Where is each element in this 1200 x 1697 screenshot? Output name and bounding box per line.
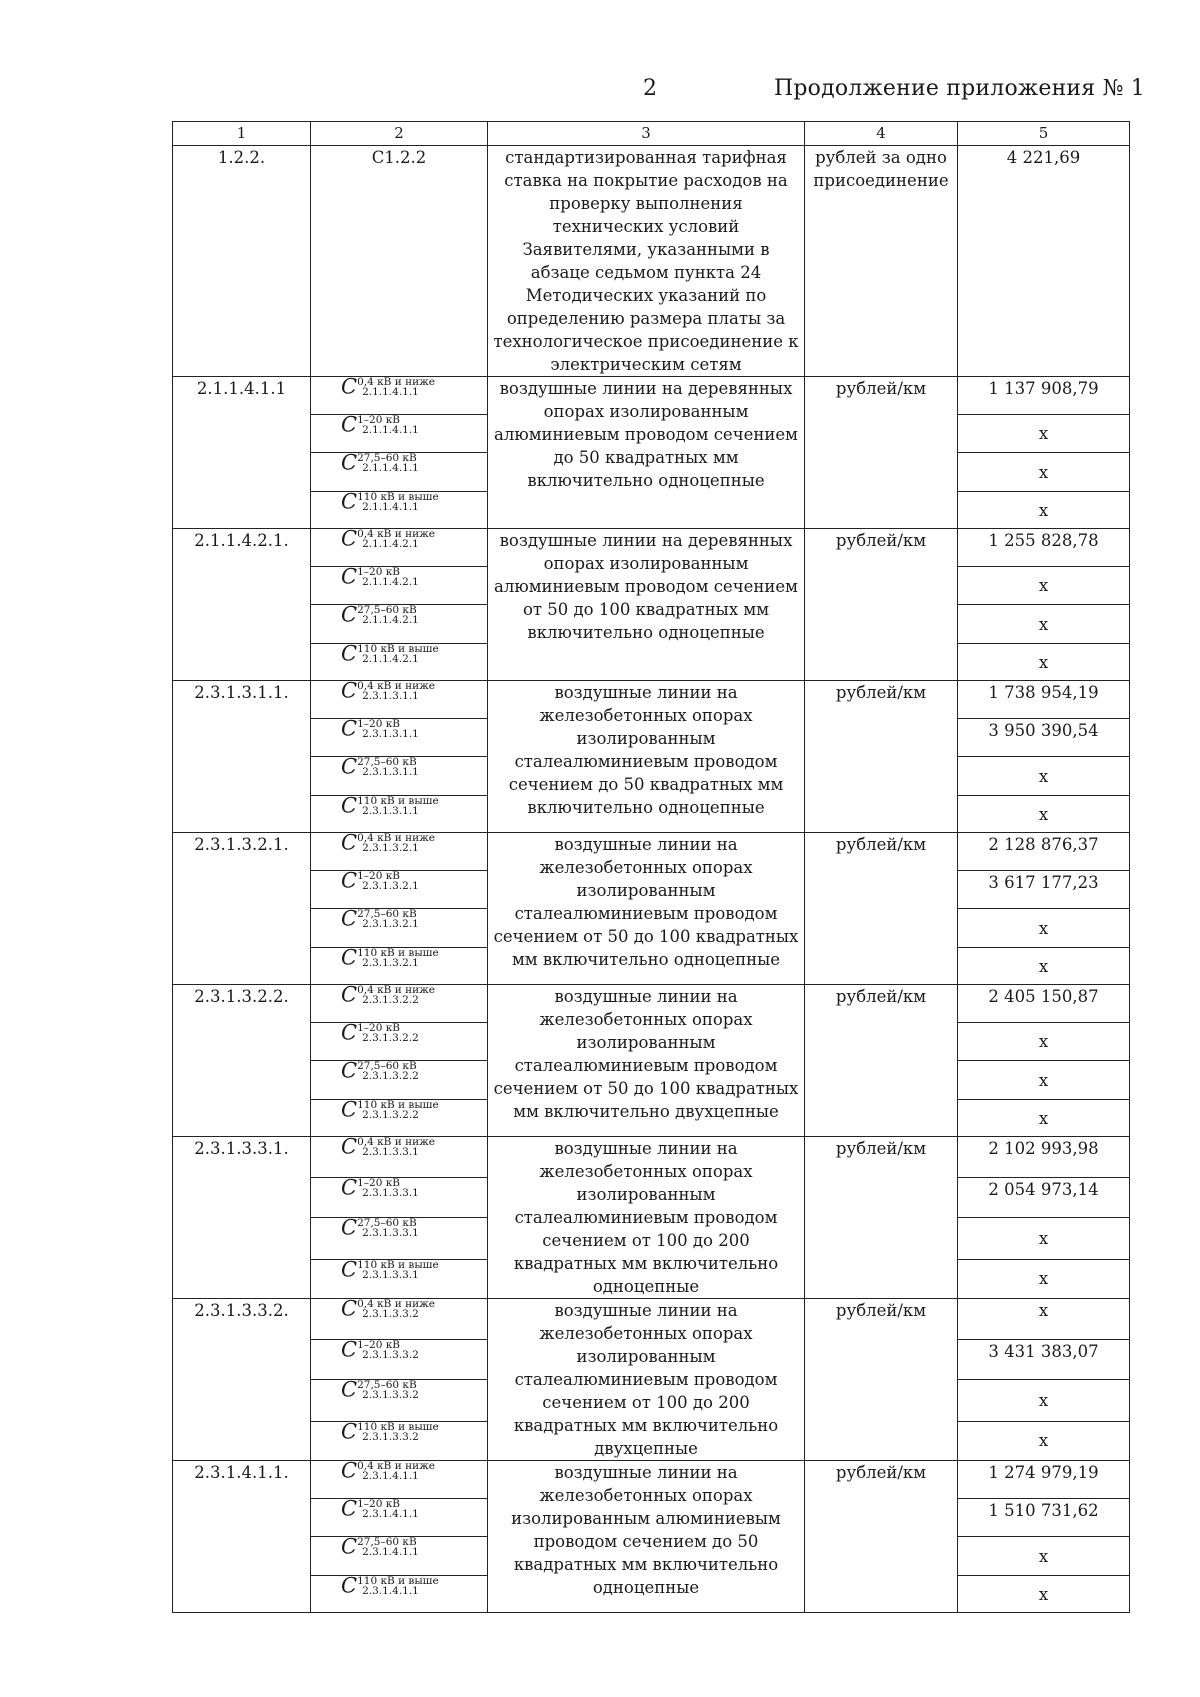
symbol-index: 2.1.1.4.2.1 [362,576,419,588]
row-description: воздушные линии на железобетонных опорах изолированным алюминиевым проводом сечением до 50 квадратных мм включительно одноцепные [488,1461,805,1613]
row-description: воздушные линии на железобетонных опорах изолированным сталеалюминиевым проводом сечением от 100 до 200 квадратных мм включительно одноцепные [488,1137,805,1299]
symbol-letter: C [341,412,358,437]
rate-symbol [311,868,488,909]
symbol-index: 2.3.1.3.3.2 [362,1348,419,1361]
row-description: воздушные линии на железобетонных опорах изолированным сталеалюминиевым проводом сечением от 100 до 200 квадратных мм включительно двухцепные [488,1299,805,1461]
symbol-index: 2.1.1.4.1.1 [362,462,419,474]
row-code: 2.3.1.3.3.1. [173,1137,311,1299]
row-value: x [958,1537,1130,1576]
row-unit: рублей/км [805,529,958,681]
rate-symbol [311,1377,488,1422]
row-value: x [958,644,1130,681]
rate-symbol [311,678,488,719]
column-number: 4 [805,122,958,146]
rate-symbol [311,450,488,492]
rate-symbol [311,641,488,681]
row-unit: рублей/км [805,1137,958,1299]
row-value: 1 137 908,79 [958,377,1130,415]
rate-symbol [311,1134,488,1178]
symbol-index: 2.1.1.4.2.1 [362,538,419,550]
symbol-letter: C [341,1419,358,1444]
symbol-index: 2.1.1.4.2.1 [362,653,419,665]
symbol-letter: C [341,526,358,551]
symbol-letter: C [341,830,358,855]
row-value: 4 221,69 [958,146,1130,377]
table-row [173,146,1130,377]
row-value: 3 431 383,07 [958,1339,1130,1380]
symbol-index: 2.3.1.3.3.2 [362,1308,419,1320]
symbol-letter: C [341,982,358,1007]
symbol-letter: C [341,1020,358,1045]
row-code: 2.3.1.3.2.2. [173,985,311,1137]
column-number: 2 [311,122,488,146]
symbol-letter: C [341,602,358,627]
voltage-level: 27,5–60 кВ [357,1217,417,1229]
column-number-row [173,122,1130,146]
row-code: 2.3.1.3.2.1. [173,833,311,985]
symbol-letter: C [341,906,358,931]
symbol-index: 2.3.1.3.3.1 [362,1227,419,1239]
row-value: x [958,415,1130,453]
row-value: 1 274 979,19 [958,1461,1130,1499]
voltage-level: 0,4 кВ и ниже [357,1298,435,1310]
symbol-index: 2.1.1.4.1.1 [362,501,419,513]
symbol-letter: C [341,1215,358,1240]
row-value: x [958,948,1130,985]
row-value: 3 617 177,23 [958,871,1130,909]
symbol-index: 2.3.1.3.2.2 [362,1109,419,1121]
row-code: 1.2.2. [173,146,311,377]
symbol-letter: C [341,868,358,893]
symbol-index: 2.3.1.3.1.1 [362,690,419,702]
row-value: x [958,757,1130,796]
row-value: 2 054 973,14 [958,1177,1130,1218]
symbol-index: 2.3.1.3.2.1 [362,880,419,892]
symbol-letter: C [341,1175,358,1199]
voltage-level: 1–20 кВ [357,566,400,578]
voltage-level: 0,4 кВ и ниже [357,376,435,388]
symbol-index: 2.1.1.4.2.1 [362,614,419,626]
rate-symbol [311,754,488,796]
table-row [173,1137,1130,1178]
table-row [173,985,1130,1023]
table-row [173,833,1130,871]
rate-symbol [311,602,488,644]
row-value: x [958,1299,1130,1340]
rate-symbol [311,1573,488,1613]
symbol-index: 2.1.1.4.1.1 [362,424,419,436]
rate-symbol [311,906,488,948]
row-code: 2.3.1.4.1.1. [173,1461,311,1613]
voltage-level: 27,5–60 кВ [357,1060,417,1072]
symbol-index: 2.3.1.4.1.1 [362,1585,419,1597]
voltage-level: 110 кВ и выше [357,1099,439,1111]
symbol-index: 2.3.1.4.1.1 [362,1470,419,1482]
row-value: 2 405 150,87 [958,985,1130,1023]
rate-symbol [311,412,488,453]
rate-symbol [311,716,488,757]
symbol-letter: C [341,641,358,666]
symbol-index: 2.1.1.4.1.1 [362,386,419,398]
symbol-letter: C [341,754,358,779]
voltage-level: 110 кВ и выше [357,795,439,807]
row-value: x [958,909,1130,948]
table-row [173,529,1130,567]
page-number: 2 [643,76,657,101]
symbol-letter: C [341,1573,358,1598]
voltage-level: 1–20 кВ [357,1498,400,1510]
rate-symbol: С1.2.2 [311,146,488,377]
row-description: воздушные линии на железобетонных опорах изолированным сталеалюминиевым проводом сечением от 50 до 100 квадратных мм включительно двухцепные [488,985,805,1137]
row-description: воздушные линии на деревянных опорах изолированным алюминиевым проводом сечением до 50 квадратных мм включительно одноцепные [488,377,805,529]
symbol-letter: C [341,1458,358,1483]
row-value: 2 128 876,37 [958,833,1130,871]
symbol-index: 2.3.1.3.2.2 [362,1032,419,1044]
voltage-level: 110 кВ и выше [357,1258,439,1271]
symbol-letter: C [341,716,358,741]
table-row [173,1461,1130,1499]
voltage-level: 0,4 кВ и ниже [357,680,435,692]
row-value: x [958,796,1130,833]
table-row [173,377,1130,415]
symbol-index: 2.3.1.3.1.1 [362,728,419,740]
symbol-letter: C [341,793,358,818]
voltage-level: 1–20 кВ [357,718,400,730]
symbol-letter: C [341,564,358,589]
row-code: 2.1.1.4.2.1. [173,529,311,681]
voltage-level: 27,5–60 кВ [357,756,417,768]
symbol-index: 2.3.1.3.2.1 [362,957,419,969]
row-unit: рублей/км [805,985,958,1137]
row-value: x [958,1421,1130,1460]
symbol-index: 2.3.1.4.1.1 [362,1546,419,1558]
voltage-level: 110 кВ и выше [357,1420,439,1433]
symbol-index: 2.3.1.3.3.2 [362,1389,419,1401]
column-number: 3 [488,122,805,146]
row-unit: рублей/км [805,833,958,985]
row-value: x [958,605,1130,644]
row-unit: рублей/км [805,377,958,529]
rate-symbol [311,1020,488,1061]
row-value: x [958,567,1130,605]
row-unit: рублей/км [805,681,958,833]
row-value: 1 510 731,62 [958,1499,1130,1537]
rate-symbol [311,1215,488,1260]
row-value: x [958,1218,1130,1260]
symbol-letter: C [341,1134,358,1159]
row-value: 3 950 390,54 [958,719,1130,757]
symbol-letter: C [341,374,358,399]
voltage-level: 27,5–60 кВ [357,908,417,920]
row-code: 2.3.1.3.1.1. [173,681,311,833]
symbol-letter: C [341,1058,358,1083]
voltage-level: 1–20 кВ [357,1022,400,1034]
symbol-letter: C [341,1337,358,1361]
rate-symbol [311,1097,488,1137]
symbol-index: 2.3.1.3.3.2 [362,1430,419,1443]
row-value: x [958,1061,1130,1100]
symbol-index: 2.3.1.3.2.1 [362,842,419,854]
voltage-level: 0,4 кВ и ниже [357,984,435,996]
symbol-letter: C [341,489,358,514]
voltage-level: 1–20 кВ [357,870,400,882]
symbol-letter: C [341,1534,358,1559]
symbol-letter: C [341,1097,358,1122]
voltage-level: 1–20 кВ [357,1338,400,1351]
rate-symbol [311,793,488,833]
rate-symbol [311,1458,488,1499]
symbol-index: 2.3.1.3.1.1 [362,805,419,817]
row-unit: рублей/км [805,1461,958,1613]
symbol-index: 2.3.1.3.3.1 [362,1146,419,1158]
symbol-index: 2.3.1.3.2.1 [362,918,419,930]
rate-symbol [311,374,488,415]
rate-symbol [311,1534,488,1576]
rate-symbol [311,1058,488,1100]
voltage-level: 0,4 кВ и ниже [357,832,435,844]
symbol-letter: C [341,1257,358,1282]
rate-symbol [311,1296,488,1340]
voltage-level: 27,5–60 кВ [357,604,417,616]
voltage-level: 110 кВ и выше [357,491,439,503]
row-code: 2.3.1.3.3.2. [173,1299,311,1461]
row-value: x [958,1259,1130,1298]
rate-symbol [311,1496,488,1537]
voltage-level: 1–20 кВ [357,1176,400,1189]
rate-symbol [311,1259,488,1298]
row-description: стандартизированная тарифная ставка на покрытие расходов на проверку выполнения технических условий Заявителями, указанными в абзаце седьмом пункта 24 Методических указаний по определению размера платы за технологическое присоединение к электрическим сетям [488,146,805,377]
rate-symbol [311,1177,488,1218]
row-value: x [958,492,1130,529]
voltage-level: 110 кВ и выше [357,947,439,959]
row-unit: рублей/км [805,1299,958,1461]
rate-symbol [311,945,488,985]
symbol-index: 2.3.1.4.1.1 [362,1508,419,1520]
symbol-letter: C [341,1496,358,1521]
table-row [173,1299,1130,1340]
symbol-letter: C [341,1377,358,1402]
symbol-index: 2.3.1.3.3.1 [362,1268,419,1281]
row-value: x [958,453,1130,492]
rate-symbol [311,564,488,605]
row-unit: рублей за одно присоединение [805,146,958,377]
row-value: x [958,1100,1130,1137]
row-value: x [958,1576,1130,1613]
rate-symbol [311,489,488,529]
rate-symbol [311,830,488,871]
symbol-index: 2.3.1.3.2.2 [362,994,419,1006]
row-description: воздушные линии на деревянных опорах изолированным алюминиевым проводом сечением от 50 до 100 квадратных мм включительно одноцепные [488,529,805,681]
symbol-letter: C [341,450,358,475]
voltage-level: 27,5–60 кВ [357,452,417,464]
symbol-index: 2.3.1.3.1.1 [362,766,419,778]
voltage-level: 0,4 кВ и ниже [357,528,435,540]
voltage-level: 0,4 кВ и ниже [357,1460,435,1472]
row-description: воздушные линии на железобетонных опорах изолированным сталеалюминиевым проводом сечением до 50 квадратных мм включительно одноцепные [488,681,805,833]
voltage-level: 27,5–60 кВ [357,1379,417,1391]
table-row [173,681,1130,719]
row-value: 1 255 828,78 [958,529,1130,567]
row-value: 2 102 993,98 [958,1137,1130,1178]
symbol-index: 2.3.1.3.2.2 [362,1070,419,1082]
row-code: 2.1.1.4.1.1 [173,377,311,529]
row-value: 1 738 954,19 [958,681,1130,719]
symbol-index: 2.3.1.3.3.1 [362,1186,419,1199]
rate-symbol [311,1421,488,1460]
tariff-table [172,121,1130,1613]
row-description: воздушные линии на железобетонных опорах изолированным сталеалюминиевым проводом сечением от 50 до 100 квадратных мм включительно одноцепные [488,833,805,985]
row-value: x [958,1023,1130,1061]
column-number: 5 [958,122,1130,146]
symbol-letter: C [341,1296,358,1321]
voltage-level: 110 кВ и выше [357,1575,439,1587]
row-value: x [958,1380,1130,1422]
rate-symbol [311,982,488,1023]
voltage-level: 1–20 кВ [357,414,400,426]
rate-symbol [311,526,488,567]
rate-symbol [311,1339,488,1380]
voltage-level: 0,4 кВ и ниже [357,1136,435,1148]
symbol-letter: C [341,945,358,970]
symbol-letter: C [341,678,358,703]
continuation-title: Продолжение приложения № 1 [774,76,1145,101]
voltage-level: 110 кВ и выше [357,643,439,655]
column-number: 1 [173,122,311,146]
voltage-level: 27,5–60 кВ [357,1536,417,1548]
